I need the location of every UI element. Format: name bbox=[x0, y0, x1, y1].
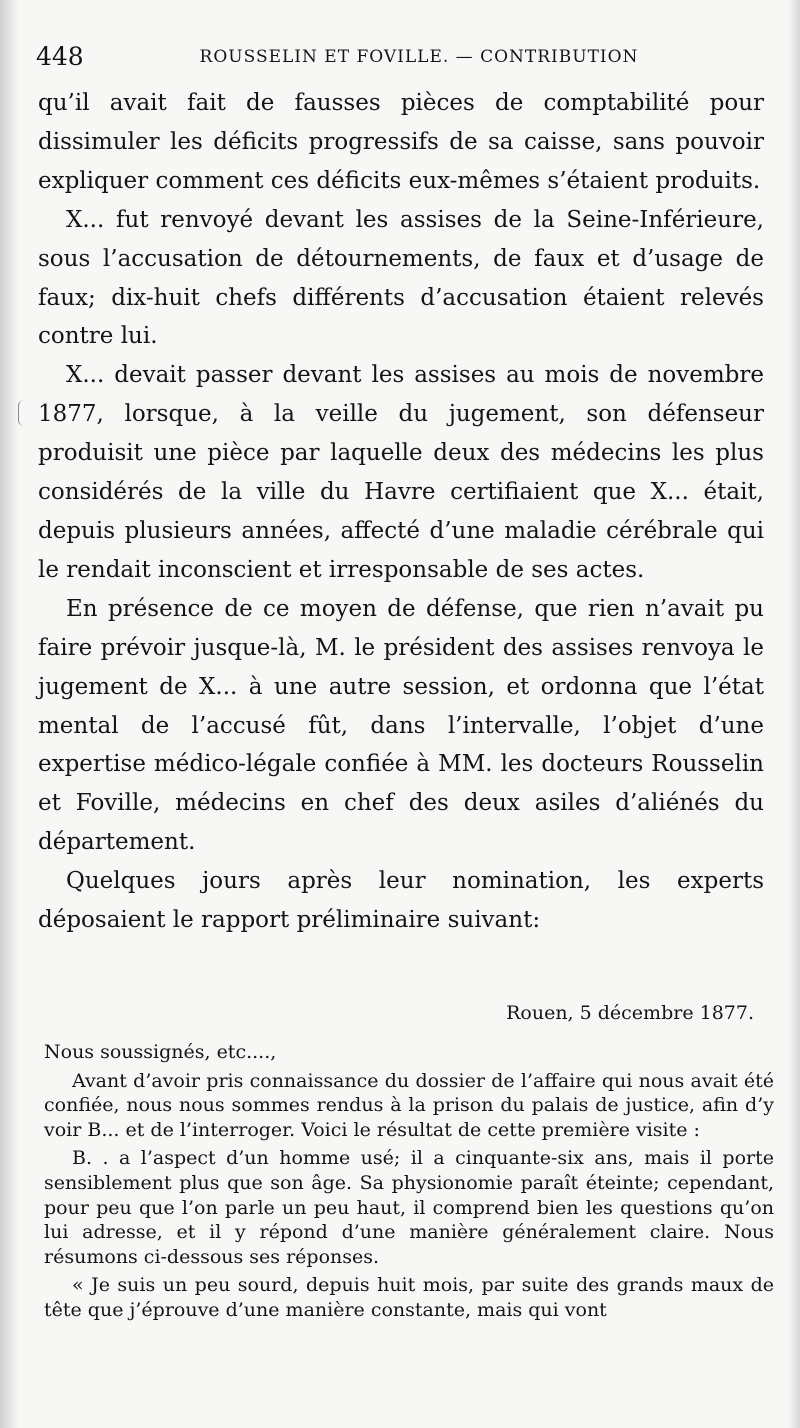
body-paragraph: Quelques jours après leur nomination, les experts déposaient le rapport préliminaire suivant: bbox=[38, 868, 764, 934]
report-paragraph: B. . a l’aspect d’un homme usé; il a cinquante-six ans, mais il porte sensiblement plus que son âge. Sa physionomie paraît éteinte; cependant, pour peu que l’on parle un peu haut, il comprend bien les questions qu’on lui adresse, et il y répond d’une manière généralement claire. Nous résumons ci-dessous ses réponses. bbox=[44, 1147, 774, 1268]
page-number: 448 bbox=[36, 42, 84, 71]
body-paragraph: qu’il avait fait de fausses pièces de comptabilité pour dissimuler les déficits progressifs de sa caisse, sans pouvoir expliquer comment ces déficits eux-mêmes s’étaient produits. bbox=[38, 90, 764, 194]
report-paragraph: Avant d’avoir pris connaissance du dossier de l’affaire qui nous avait été confiée, nous nous sommes rendus à la prison du palais de justice, afin d’y voir B... et de l’interroger. Voici le résultat de cette première visite : bbox=[44, 1069, 774, 1141]
page-edge-shadow bbox=[788, 0, 800, 1428]
page-gutter-shadow bbox=[0, 0, 18, 1428]
report-paragraph: « Je suis un peu sourd, depuis huit mois, par suite des grands maux de tête que j’éprouve d’une manière constante, mais qui vont bbox=[44, 1274, 774, 1321]
report-dateline: Rouen, 5 décembre 1877. bbox=[506, 1002, 754, 1024]
margin-pencil-mark bbox=[18, 400, 25, 426]
body-paragraph: X... devait passer devant les assises au mois de novembre 1877, lorsque, à la veille du jugement, son défenseur produisit une pièce par laquelle deux des médecins les plus considérés de la ville du Havre certifiaient que X... était, depuis plusieurs années, affecté d’une maladie cérébrale qui le rendait inconscient et irresponsable de ses actes. bbox=[38, 362, 764, 583]
main-text bbox=[38, 84, 764, 940]
report-paragraph: Nous soussignés, etc...., bbox=[44, 1041, 277, 1063]
body-paragraph: X... fut renvoyé devant les assises de la Seine-Inférieure, sous l’accusation de détournements, de faux et d’usage de faux; dix-huit chefs différents d’accusation étaient relevés contre lui. bbox=[38, 206, 764, 350]
body-paragraph: En présence de ce moyen de défense, que rien n’avait pu faire prévoir jusque-là, M. le président des assises renvoya le jugement de X... à une autre session, et ordonna que l’état mental de l’accusé fût, dans l’intervalle, l’objet d’une expertise médico-légale confiée à MM. les docteurs Rousselin et Foville, médecins en chef des deux asiles d’aliénés du département. bbox=[38, 595, 764, 856]
report-text bbox=[44, 1040, 774, 1327]
running-head: ROUSSELIN ET FOVILLE. — CONTRIBUTION bbox=[199, 47, 639, 67]
page-header bbox=[36, 40, 770, 74]
